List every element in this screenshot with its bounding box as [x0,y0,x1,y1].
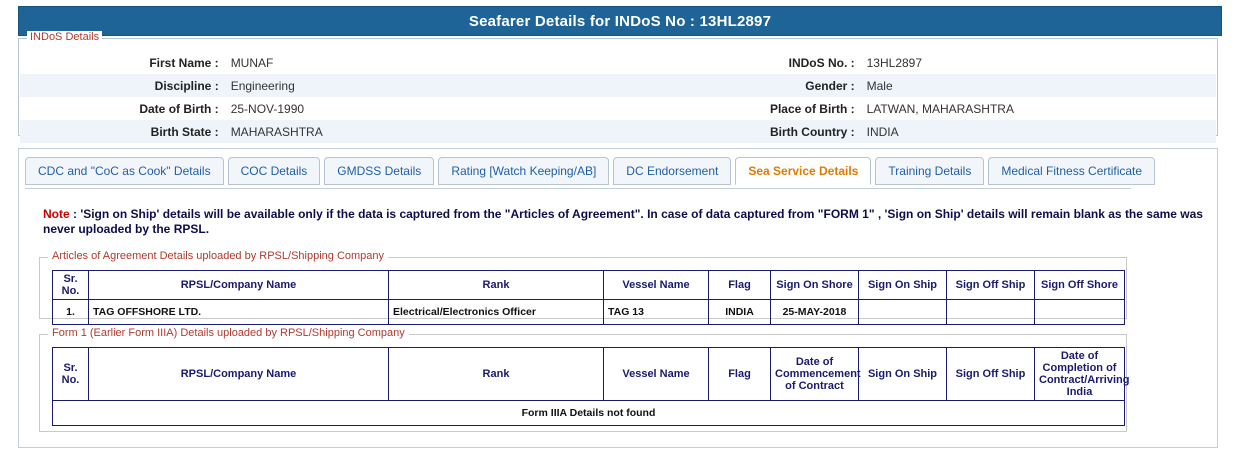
gender-label: Gender : [618,74,861,97]
cell-sign-off-shore [1035,300,1125,325]
tab-coc-details[interactable]: COC Details [228,157,321,185]
form1-legend: Form 1 (Earlier Form IIIA) Details uploaded by RPSL/Shipping Company [48,327,409,339]
column-header-sign-off-shore: Sign Off Shore [1035,271,1125,300]
column-header-sign-off-ship: Sign Off Ship [947,348,1035,401]
articles-of-agreement-section [39,250,1127,319]
column-header-vessel-name: Vessel Name [604,348,709,401]
first-name-label: First Name : [149,55,219,70]
page-title-bar [18,6,1222,36]
note-text: : 'Sign on Ship' details will be available only if the data is captured from the "Articles of Agreement". In case of data captured from "FORM 1" , 'Sign on Ship' details will remain blank as the same was never uploaded by the RPSL. [43,207,1203,236]
form1-empty-message: Form IIIA Details not found [53,401,1125,426]
column-header-sr-no: Sr. No. [53,348,89,401]
column-header-date-of-completion: Date of Completion of Contract/Arriving India [1035,348,1125,401]
discipline-label: Discipline : [20,74,225,97]
cell-rank: Electrical/Electronics Officer [389,300,604,325]
tab-dc-endorsement[interactable]: DC Endorsement [613,157,731,185]
birth-country-label: Birth Country : [618,120,861,143]
column-header-rank: Rank [389,271,604,300]
place-of-birth-label: Place of Birth : [769,101,855,116]
table-header-row [53,348,1125,401]
cell-sign-off-ship [947,300,1035,325]
tab-bar-divider [25,188,1131,189]
indos-no-value: 13HL2897 [866,55,923,70]
table-row [53,300,1125,325]
indos-details-table [20,51,1216,143]
column-header-rank: Rank [389,348,604,401]
tab-bar [25,157,1155,185]
column-header-vessel-name: Vessel Name [604,271,709,300]
indos-details-section [18,31,1218,139]
cell-sr-no: 1. [53,300,89,325]
details-panel [18,148,1218,448]
note-keyword: Note [43,207,70,221]
table-row [20,51,1216,74]
column-header-sign-on-ship: Sign On Ship [859,348,947,401]
tab-sea-service-details[interactable]: Sea Service Details [735,157,871,185]
table-row [20,97,1216,120]
birth-state-label: Birth State : [20,120,225,143]
column-header-company-name: RPSL/Company Name [89,348,389,401]
tab-rating-watch-keeping-ab[interactable]: Rating [Watch Keeping/AB] [438,157,609,185]
column-header-company-name: RPSL/Company Name [89,271,389,300]
cell-sign-on-ship [859,300,947,325]
form1-table [52,347,1130,426]
cell-flag: INDIA [709,300,771,325]
articles-of-agreement-legend: Articles of Agreement Details uploaded by RPSL/Shipping Company [48,250,388,262]
articles-of-agreement-table [52,270,1125,325]
form1-section [39,327,1130,432]
column-header-sign-off-ship: Sign Off Ship [947,271,1035,300]
cell-sign-on-shore: 25-MAY-2018 [771,300,859,325]
table-header-row [53,271,1125,300]
column-header-flag: Flag [709,348,771,401]
table-row [20,120,1216,143]
birth-country-value: INDIA [861,120,1216,143]
tab-medical-fitness-certificate[interactable]: Medical Fitness Certificate [988,157,1155,185]
table-row [20,74,1216,97]
tab-cdc-coc-as-cook[interactable]: CDC and "CoC as Cook" Details [25,157,224,185]
tab-training-details[interactable]: Training Details [875,157,984,185]
sea-service-note [43,207,1203,237]
column-header-sign-on-shore: Sign On Shore [771,271,859,300]
column-header-sr-no: Sr. No. [53,271,89,300]
page-title: Seafarer Details for INDoS No : 13HL2897 [468,12,772,30]
cell-company-name: TAG OFFSHORE LTD. [89,300,389,325]
date-of-birth-label: Date of Birth : [139,101,219,116]
first-name-value: MUNAF [230,55,274,70]
birth-state-value: MAHARASHTRA [225,120,618,143]
place-of-birth-value: LATWAN, MAHARASHTRA [866,101,1014,116]
indos-details-legend: INDoS Details [27,31,102,43]
table-row [53,401,1125,426]
column-header-sign-on-ship: Sign On Ship [859,271,947,300]
column-header-flag: Flag [709,271,771,300]
tab-gmdss-details[interactable]: GMDSS Details [324,157,434,185]
discipline-value: Engineering [225,74,618,97]
gender-value: Male [861,74,1216,97]
cell-vessel-name: TAG 13 [604,300,709,325]
column-header-date-of-commencement: Date of Commencement of Contract [771,348,859,401]
date-of-birth-value: 25-NOV-1990 [230,101,305,116]
indos-no-label: INDoS No. : [788,55,855,70]
